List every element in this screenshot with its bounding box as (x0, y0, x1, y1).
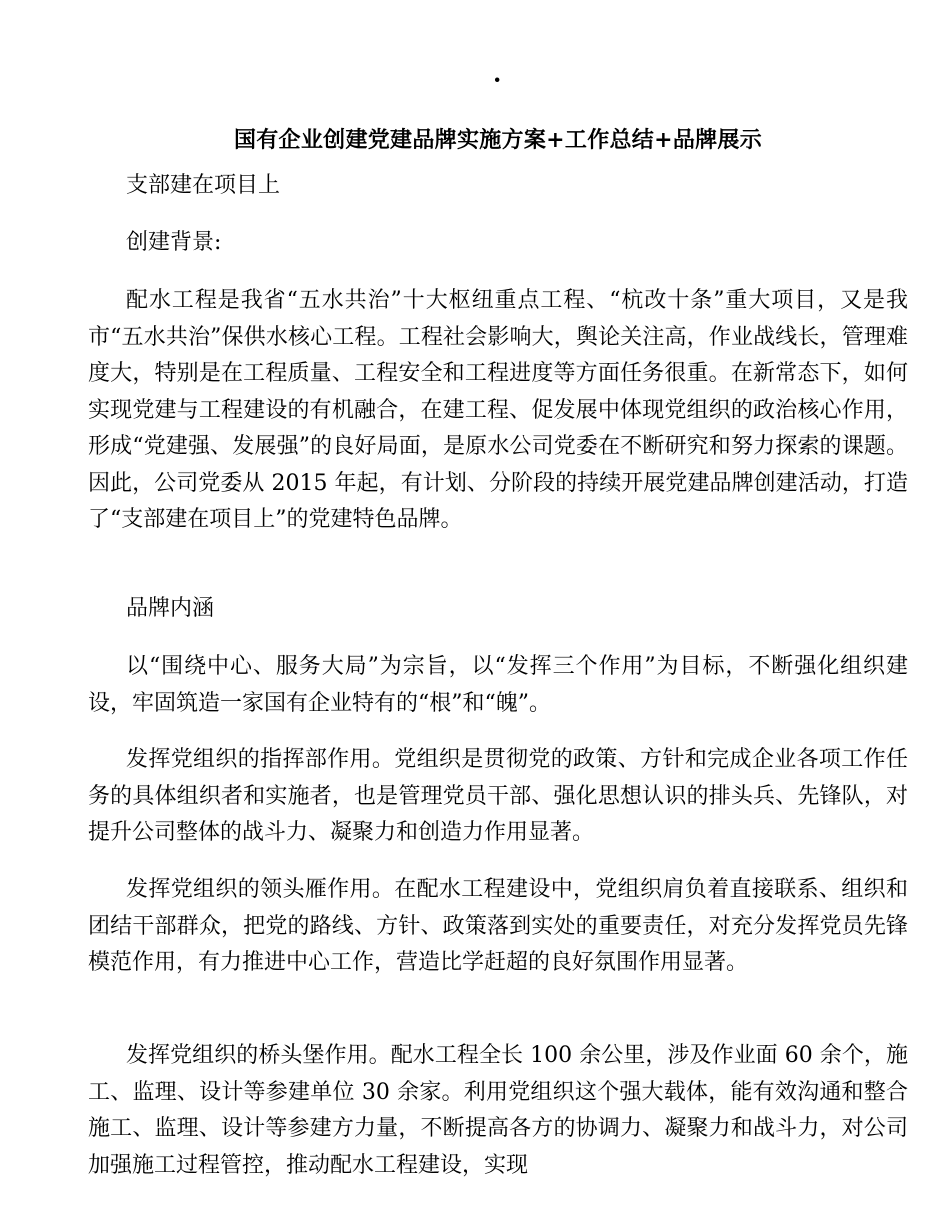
top-mark: · (493, 65, 502, 94)
background-heading: 创建背景: (126, 230, 222, 255)
background-paragraph: 配水工程是我省“五水共治”十大枢纽重点工程、“杭改十条”重大项目，又是我市“五水共治”保供水核心工程。工程社会影响大，舆论关注高，作业战线长，管理难度大，特别是在工程质量、工程安全和工程进度等方面任务很重。在新常态下，如何实现党建与工程建设的有机融合，在建工程、促发展中体现党组织的政治核心作用，形成“党建强、发展强”的良好局面，是原水公司党委在不断研究和努力探索的课题。因此，公司党委从 2015 年起，有计划、分阶段的持续开展党建品牌创建活动，打造了“支部建在项目上”的党建特色品牌。 (88, 288, 908, 532)
brand-name-heading: 支部建在项目上 (126, 173, 281, 198)
connotation-heading: 品牌内涵 (126, 596, 215, 621)
document-title: 国有企业创建党建品牌实施方案+工作总结+品牌展示 (233, 127, 763, 153)
bridgehead-role-paragraph: 发挥党组织的桥头堡作用。配水工程全长 100 余公里，涉及作业面 60 余个，施工、监理、设计等参建单位 30 余家。利用党组织这个强大载体，能有效沟通和整合施工、监理、设计等参建方力量，不断提高各方的协调力、凝聚力和战斗力，对公司加强施工过程管控，推动配水工程建设，实现 (88, 1043, 908, 1178)
purpose-paragraph: 以“围绕中心、服务大局”为宗旨，以“发挥三个作用”为目标，不断强化组织建设，牢固筑造一家国有企业特有的“根”和“魄”。 (88, 654, 908, 716)
command-role-paragraph: 发挥党组织的指挥部作用。党组织是贯彻党的政策、方针和完成企业各项工作任务的具体组织者和实施者，也是管理党员干部、强化思想认识的排头兵、先锋队，对提升公司整体的战斗力、凝聚力和创造力作用显著。 (88, 747, 908, 845)
leader-role-paragraph: 发挥党组织的领头雁作用。在配水工程建设中，党组织肩负着直接联系、组织和团结干部群众，把党的路线、方针、政策落到实处的重要责任，对充分发挥党员先锋模范作用，有力推进中心工作，营造比学赶超的良好氛围作用显著。 (88, 877, 908, 975)
